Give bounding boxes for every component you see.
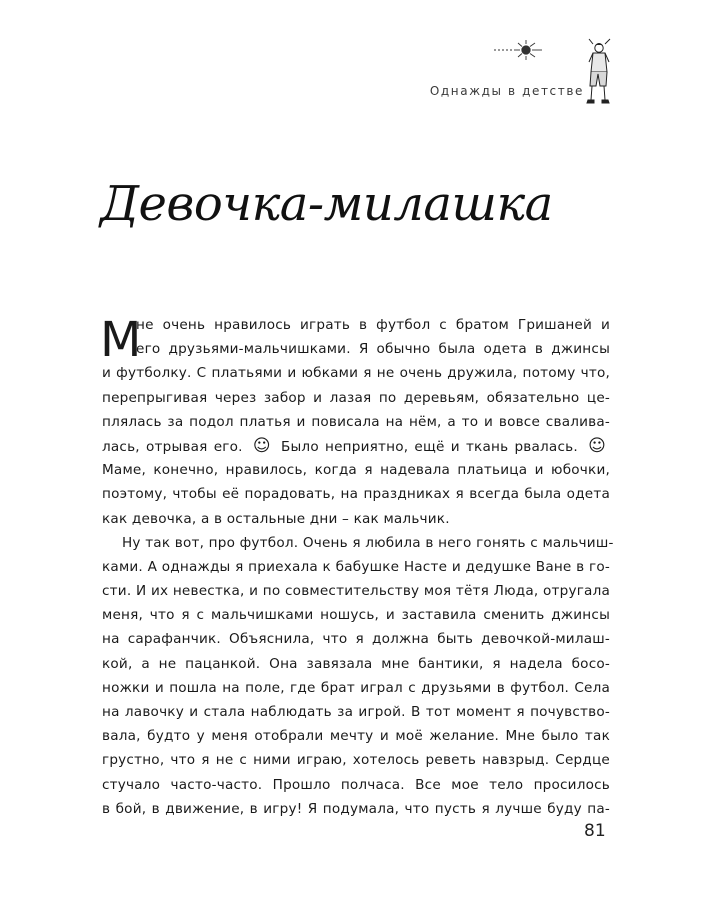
text-line: Ну так вот, про футбол. Очень я любила в него гонять с мальчиш- xyxy=(122,534,614,551)
text-line: ножки и пошла на поле, где брат играл с друзьями в футбол. Села xyxy=(102,679,610,696)
text-line: плялась за подол платья и повисала на нём, а то и вовсе сваливa- xyxy=(102,413,610,430)
text-line: его друзьями-мальчишками. Я обычно была одета в джинсы xyxy=(136,341,610,358)
text-line: меня, что я с мальчишками ношусь, и заставила сменить джинсы xyxy=(102,607,610,624)
smiley-icon: ☺ xyxy=(588,435,606,456)
text-line: перепрыгивая через забор и лазая по деревьям, обязательно це- xyxy=(102,389,610,406)
text-line: сти. И их невестка, и по совместительству моя тётя Люда, отругала xyxy=(102,583,610,600)
text-line: на сарафанчик. Объяснила, что я должна быть девочкой-милаш- xyxy=(102,631,610,648)
text-line: на лавочку и стала наблюдать за игрой. В тот момент я почувство- xyxy=(102,704,610,720)
text-line: в бой, в движение, в игру! Я подумала, что пусть я лучше буду па- xyxy=(102,800,610,817)
smiley-icon: ☺ xyxy=(252,435,271,456)
text-line: как девочка, а в остальные дни – как мальчик. xyxy=(102,510,450,527)
text-line xyxy=(102,434,610,458)
boy-figure-icon xyxy=(587,39,610,103)
chapter-title: Девочка-милашка xyxy=(100,176,553,232)
sun-icon xyxy=(494,40,542,60)
page-number: 81 xyxy=(584,821,606,841)
body-text xyxy=(100,312,614,821)
text-segment: лась, отрывая его. xyxy=(102,438,243,455)
text-line: грустно, что я не с ними играю, хотелось реветь навзрыд. Сердце xyxy=(102,752,610,769)
text-line: Маме, конечно, нравилось, когда я надевала платьица и юбочки, xyxy=(102,462,610,479)
text-segment: Было неприятно, ещё и ткань рвалась. xyxy=(280,438,578,455)
text-line: поэтому, чтобы её порадовать, на праздниках я всегда была одета xyxy=(102,486,610,503)
text-line: ками. А однажды я приехала к бабушке Насте и дедушке Ване в го- xyxy=(102,558,610,575)
text-line: кой, а не пацанкой. Она завязала мне бантики, я надела босо- xyxy=(102,655,610,672)
text-line: стучало часто-часто. Прошло полчаса. Все мое тело просилось xyxy=(102,776,610,793)
text-line: и футболку. С платьями и юбками я не очень дружила, потому что, xyxy=(102,365,610,382)
text-line: вала, будто у меня отобрали мечту и моё желание. Мне было так xyxy=(102,728,610,745)
text-line: не очень нравилось играть в футбол с братом Гришаней и xyxy=(136,317,610,333)
running-head: Однажды в детстве xyxy=(429,84,584,98)
drop-cap: М xyxy=(100,312,142,368)
